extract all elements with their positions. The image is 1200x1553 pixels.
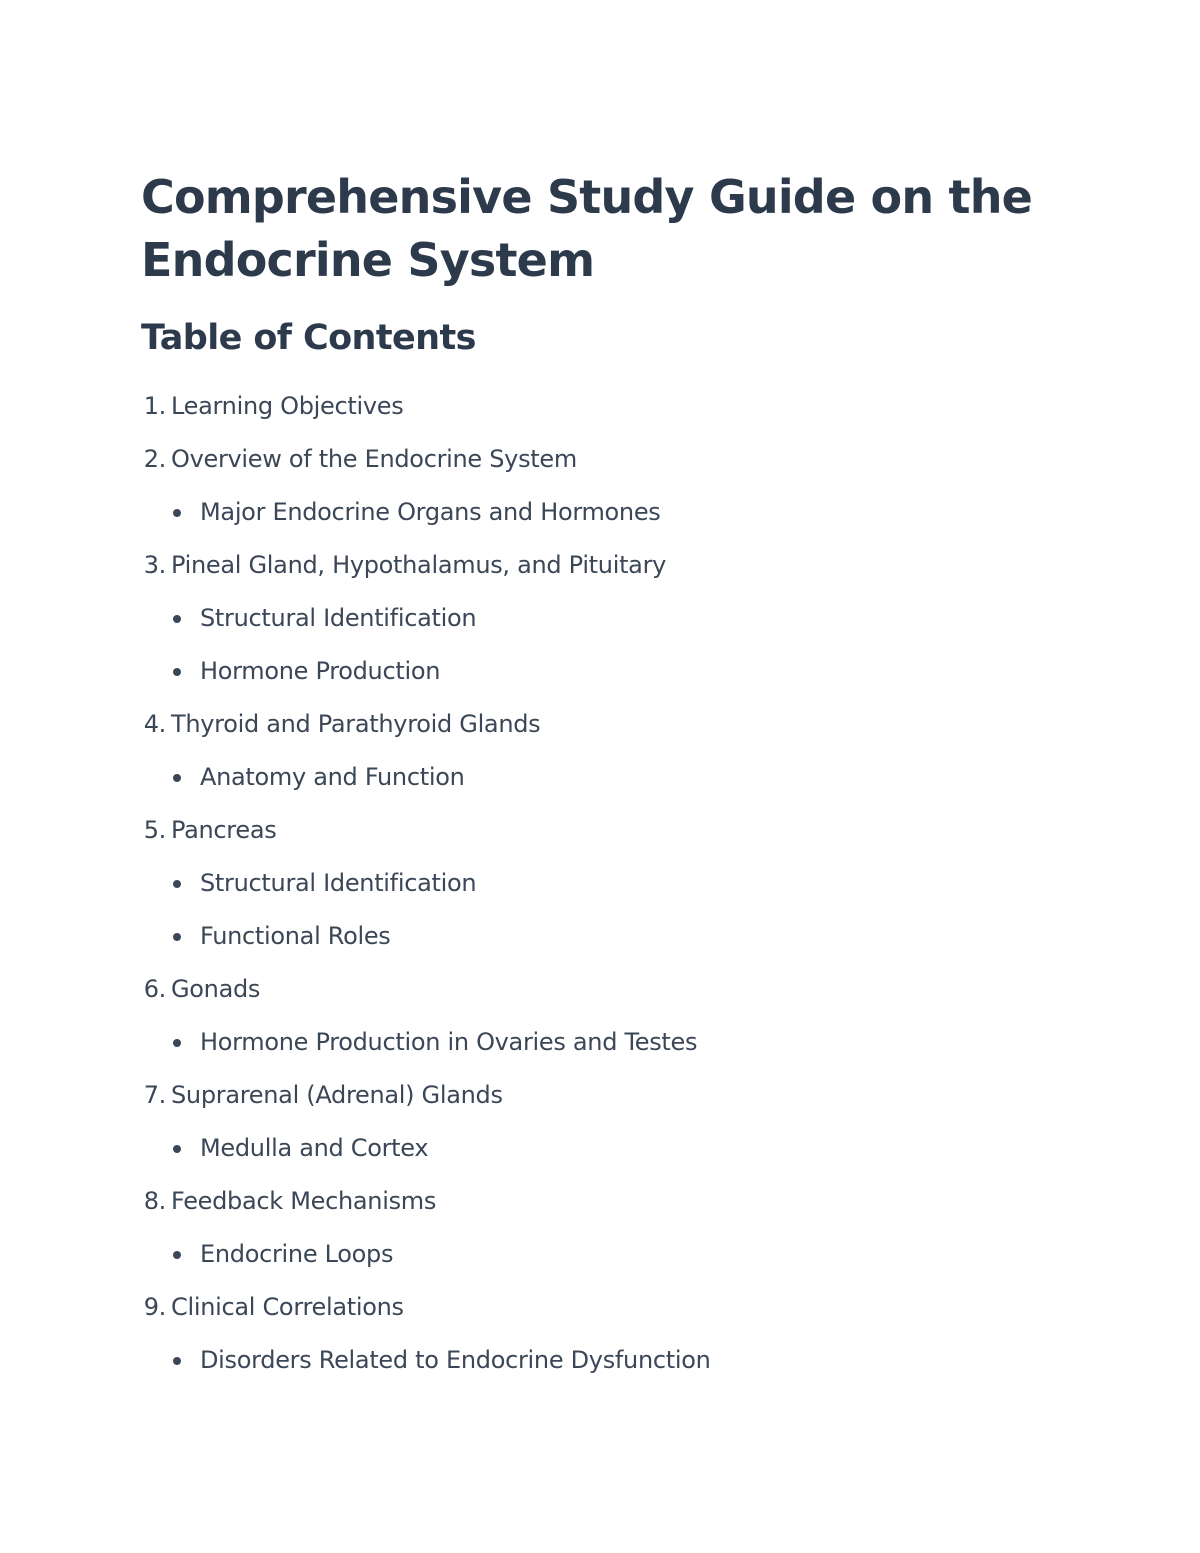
toc-item-label: Overview of the Endocrine System [171, 445, 577, 473]
toc-subitem [0, 1228, 1200, 1281]
toc-item-label: Suprarenal (Adrenal) Glands [171, 1081, 503, 1109]
toc-subitem [0, 645, 1200, 698]
toc-item-label: Gonads [171, 975, 261, 1003]
bullet-icon [173, 880, 181, 888]
toc-item-label: Pineal Gland, Hypothalamus, and Pituitary [171, 551, 667, 579]
document-title: Comprehensive Study Guide on the Endocrine System [141, 170, 1033, 287]
toc-subitem-label: Hormone Production [200, 657, 441, 685]
toc-subitem-label: Hormone Production in Ovaries and Testes [200, 1028, 698, 1056]
bullet-icon [173, 1039, 181, 1047]
toc-subitem-label: Structural Identification [200, 869, 477, 897]
toc-subitem-label: Structural Identification [200, 604, 477, 632]
toc-subitem-label: Disorders Related to Endocrine Dysfunction [200, 1346, 711, 1374]
toc-item-number: 3. [143, 551, 166, 579]
toc-item-number: 1. [143, 392, 166, 420]
toc-subitem-label: Functional Roles [200, 922, 391, 950]
toc-subitem-label: Major Endocrine Organs and Hormones [200, 498, 661, 526]
toc-item-label: Pancreas [171, 816, 277, 844]
toc-item-number: 4. [143, 710, 166, 738]
toc-item-label: Thyroid and Parathyroid Glands [171, 710, 541, 738]
toc-item-number: 5. [143, 816, 166, 844]
toc-subitem [0, 910, 1200, 963]
toc-subitem [0, 1122, 1200, 1175]
toc-subitem [0, 857, 1200, 910]
toc-subitem [0, 751, 1200, 804]
bullet-icon [173, 933, 181, 941]
toc-item [0, 804, 1200, 857]
toc-item-label: Learning Objectives [171, 392, 404, 420]
bullet-icon [173, 509, 181, 517]
toc-item [0, 1281, 1200, 1334]
toc-heading: Table of Contents [141, 318, 476, 358]
toc-item [0, 1175, 1200, 1228]
toc-item [0, 1069, 1200, 1122]
toc-item [0, 433, 1200, 486]
toc-item-number: 9. [143, 1293, 166, 1321]
table-of-contents [0, 380, 1200, 1387]
bullet-icon [173, 1145, 181, 1153]
toc-item [0, 380, 1200, 433]
bullet-icon [173, 1357, 181, 1365]
toc-subitem [0, 592, 1200, 645]
toc-item-label: Clinical Correlations [171, 1293, 404, 1321]
toc-item [0, 963, 1200, 1016]
toc-subitem [0, 1016, 1200, 1069]
toc-subitem-label: Anatomy and Function [200, 763, 465, 791]
bullet-icon [173, 668, 181, 676]
bullet-icon [173, 1251, 181, 1259]
toc-subitem-label: Endocrine Loops [200, 1240, 394, 1268]
toc-subitem [0, 1334, 1200, 1387]
toc-item-number: 8. [143, 1187, 166, 1215]
toc-item [0, 698, 1200, 751]
toc-item-number: 6. [143, 975, 166, 1003]
toc-item [0, 539, 1200, 592]
toc-item-label: Feedback Mechanisms [171, 1187, 437, 1215]
toc-subitem [0, 486, 1200, 539]
toc-item-number: 7. [143, 1081, 166, 1109]
bullet-icon [173, 774, 181, 782]
toc-subitem-label: Medulla and Cortex [200, 1134, 429, 1162]
bullet-icon [173, 615, 181, 623]
toc-item-number: 2. [143, 445, 166, 473]
